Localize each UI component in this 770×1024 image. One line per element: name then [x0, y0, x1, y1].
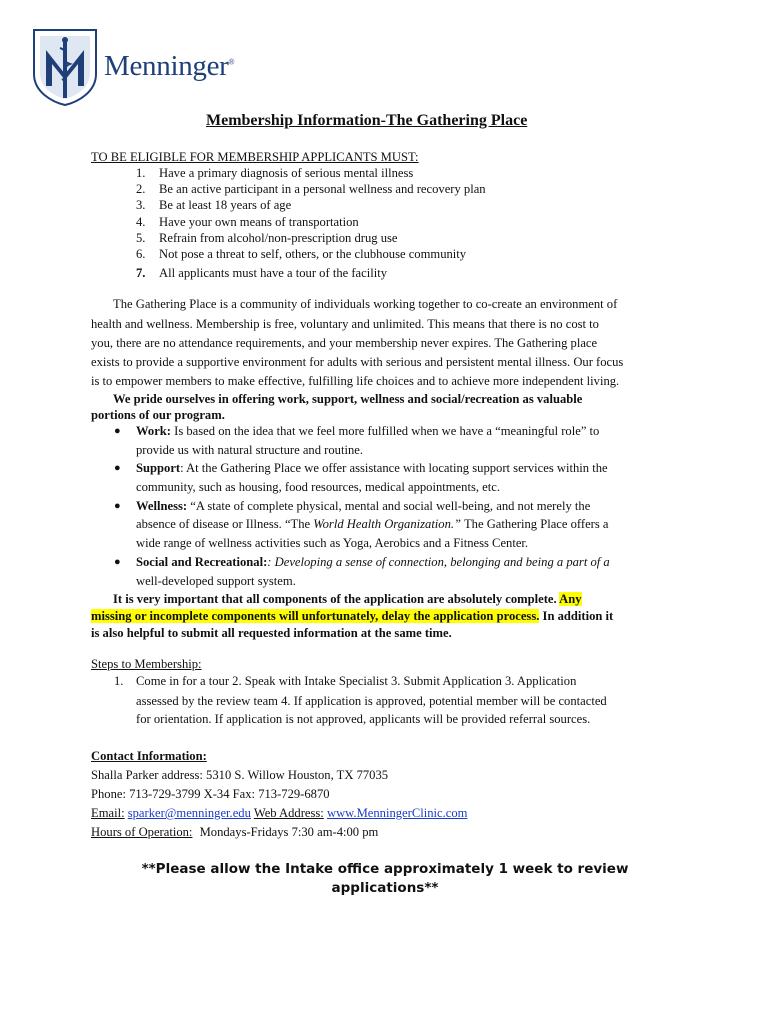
pride-line: portions of our program.	[91, 408, 225, 422]
eligibility-num: 7.	[136, 266, 146, 280]
pride-line: We pride ourselves in offering work, support, wellness and social/recreation as valuable	[113, 392, 583, 406]
web-address-label: Web Address:	[253, 806, 324, 820]
eligibility-item: All applicants must have a tour of the facility	[159, 266, 388, 280]
bullet-icon: ●	[114, 500, 121, 512]
intro-line: is to empower members to make effective, fulfilling life choices and to achieve more independent living.	[91, 374, 620, 388]
email-label: Email:	[91, 806, 125, 820]
eligibility-item: Have your own means of transportation	[159, 215, 359, 229]
hours-label: Hours of Operation:	[91, 825, 193, 839]
email-link[interactable]: sparker@menninger.edu	[127, 806, 251, 820]
program-wellness: Wellness: “A state of complete physical, mental and social well-being, and not merely the	[136, 499, 591, 513]
program-work: Work: Is based on the idea that we feel more fulfilled when we have a “meaningful role” to	[136, 424, 600, 438]
intro-line: exists to provide a supportive environment for adults with serious and persistent mental illness. Our focus	[91, 355, 624, 369]
steps-line: for orientation. If application is not approved, applicants will be provided referral sources.	[136, 712, 591, 726]
page-title: Membership Information-The Gathering Place	[206, 112, 528, 129]
web-address-link[interactable]: www.MenningerClinic.com	[326, 806, 468, 820]
eligibility-num: 5.	[136, 231, 146, 245]
hours-value: Mondays-Fridays 7:30 am-4:00 pm	[199, 825, 379, 839]
contact-name-address: Shalla Parker address: 5310 S. Willow Houston, TX 77035	[91, 768, 389, 782]
eligibility-heading: TO BE ELIGIBLE FOR MEMBERSHIP APPLICANTS MUST:	[91, 150, 419, 164]
program-support-cont: community, such as housing, food resources, medical appointments, etc.	[136, 480, 500, 494]
eligibility-num: 2.	[136, 182, 146, 196]
program-support: Support: At the Gathering Place we offer assistance with locating support services within the	[136, 461, 608, 475]
eligibility-num: 4.	[136, 215, 146, 229]
eligibility-item: Be an active participant in a personal wellness and recovery plan	[159, 182, 486, 196]
eligibility-num: 3.	[136, 198, 146, 212]
eligibility-item: Have a primary diagnosis of serious mental illness	[159, 166, 414, 180]
program-social-cont: well-developed support system.	[136, 574, 296, 588]
program-work-cont: provide us with natural structure and routine.	[136, 443, 363, 457]
eligibility-item: Refrain from alcohol/non-prescription drug use	[159, 231, 398, 245]
intro-line: you, there are no attendance requirements, and your membership never expires. The Gathering place	[91, 336, 598, 350]
program-wellness-cont: absence of disease or Illness. “The World Health Organization.” The Gathering Place offers a	[136, 517, 609, 531]
program-wellness-cont: wide range of wellness activities such as Yoga, Aerobics and a Fitness Center.	[136, 536, 529, 550]
steps-num: 1.	[114, 674, 124, 688]
contact-hours	[91, 825, 378, 840]
brand-name: Menninger®	[104, 50, 235, 82]
eligibility-item: Not pose a threat to self, others, or the clubhouse community	[159, 247, 467, 261]
important-line: It is very important that all components of the application are absolutely complete. Any	[113, 592, 582, 606]
program-social: Social and Recreational:: Developing a sense of connection, belonging and being a part of a	[136, 555, 610, 569]
contact-email-web	[91, 806, 467, 821]
eligibility-item: Be at least 18 years of age	[159, 198, 292, 212]
steps-heading: Steps to Membership:	[91, 657, 202, 671]
notice-line: **Please allow the Intake office approximately 1 week to review	[141, 861, 629, 877]
eligibility-num: 6.	[136, 247, 146, 261]
important-line: is also helpful to submit all requested information at the same time.	[91, 626, 452, 640]
contact-phone-fax: Phone: 713-729-3799 X-34 Fax: 713-729-6870	[91, 787, 330, 801]
important-line: missing or incomplete components will unfortunately, delay the application process. In addition it	[91, 609, 614, 623]
intro-line: The Gathering Place is a community of individuals working together to co-create an environment of	[113, 297, 618, 311]
menninger-logo-icon	[32, 28, 98, 106]
bullet-icon: ●	[114, 425, 121, 437]
notice-line: applications**	[331, 880, 439, 896]
intro-line: health and wellness. Membership is free, voluntary and unlimited. This means that there is no cost to	[91, 317, 599, 331]
steps-line: Come in for a tour 2. Speak with Intake Specialist 3. Submit Application 3. Application	[136, 674, 577, 688]
contact-heading: Contact Information:	[91, 749, 207, 763]
eligibility-num: 1.	[136, 166, 146, 180]
steps-line: assessed by the review team 4. If application is approved, potential member will be contacted	[136, 694, 607, 708]
bullet-icon: ●	[114, 462, 121, 474]
bullet-icon: ●	[114, 556, 121, 568]
